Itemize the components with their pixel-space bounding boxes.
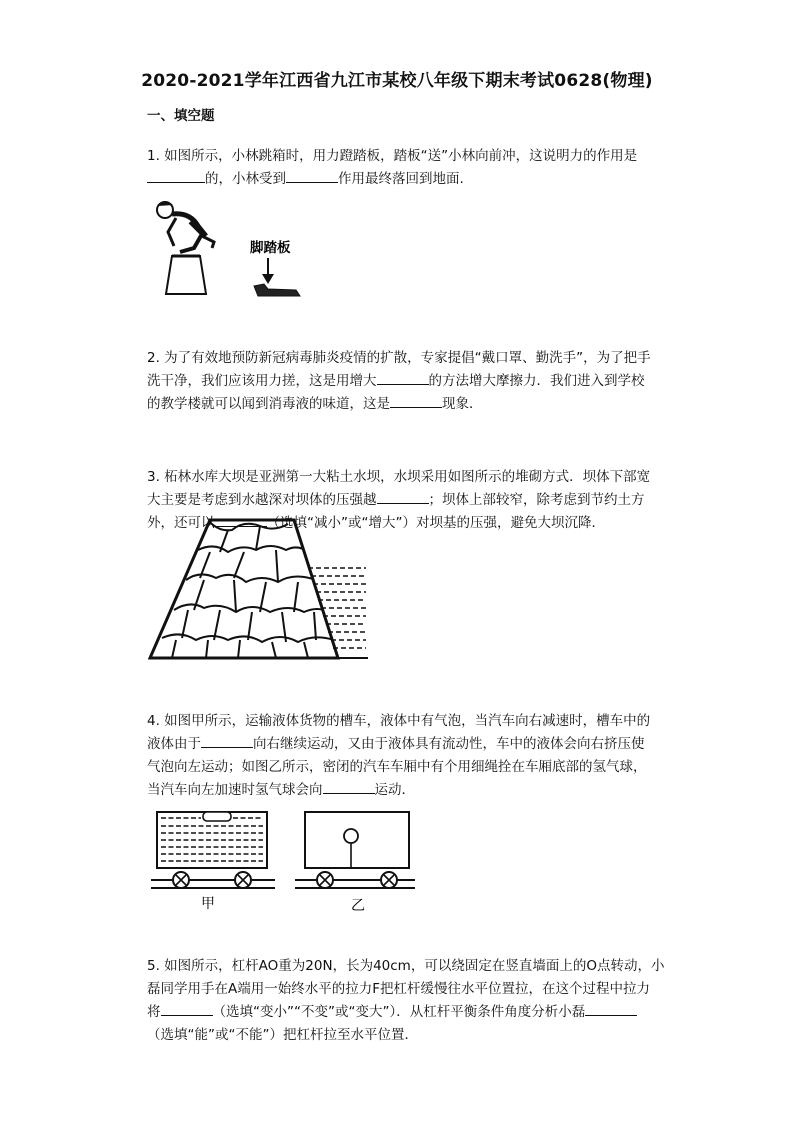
q2-text-e: 现象． bbox=[442, 396, 483, 412]
q4-blank-1[interactable] bbox=[201, 733, 253, 748]
q4-text-f: 运动． bbox=[374, 782, 415, 798]
q4-blank-2[interactable] bbox=[323, 779, 375, 794]
q5-text-c: 将 bbox=[147, 1004, 161, 1020]
section-heading: 一、填空题 bbox=[147, 108, 215, 124]
q1-text-c: 作用最终落回到地面. bbox=[338, 171, 464, 187]
q2-text-d: 的教学楼就可以闻到消毒液的味道，这是 bbox=[147, 396, 390, 412]
q5-line-2: 磊同学用手在A端用一始终水平的拉力F把杠杆缓慢往水平位置拉，在这个过程中拉力 bbox=[147, 981, 650, 997]
q3-text-c: ；坝体上部较窄，除考虑到节约土方 bbox=[428, 492, 645, 508]
figure-dam bbox=[148, 516, 370, 662]
label-yi: 乙 bbox=[351, 898, 365, 914]
question-4 bbox=[147, 710, 667, 802]
page-title: 2020-2021学年江西省九江市某校八年级下期末考试0628(物理) bbox=[141, 71, 653, 91]
question-2 bbox=[147, 347, 667, 416]
q5-text-e: （选填“能”或“不能”）把杠杆拉至水平位置． bbox=[147, 1027, 418, 1043]
q4-text-e: 当汽车向左加速时氢气球会向 bbox=[147, 782, 323, 798]
q5-blank-2[interactable] bbox=[585, 1001, 637, 1016]
q1-line-1: 1. 如图所示，小林跳箱时，用力蹬踏板，踏板“送”小林向前冲，这说明力的作用是 bbox=[147, 148, 638, 164]
q2-line-1: 2. 为了有效地预防新冠病毒肺炎疫情的扩散，专家提倡“戴口罩、勤洗手”，为了把手 bbox=[147, 350, 651, 366]
q3-text-d: 外，还可以 bbox=[147, 515, 215, 531]
q4-line-1: 4. 如图甲所示，运输液体货物的槽车，液体中有气泡，当汽车向右减速时，槽车中的 bbox=[147, 713, 651, 729]
q3-line-1: 3. 柘林水库大坝是亚洲第一大粘土水坝，水坝采用如图所示的堆砌方式．坝体下部宽 bbox=[147, 469, 651, 485]
q3-text-e: （选填“减小”或“增大”）对坝基的压强，避免大坝沉降． bbox=[266, 515, 605, 531]
q1-text-b: 的，小林受到 bbox=[205, 171, 286, 187]
q2-text-c: 的方法增大摩擦力．我们进入到学校 bbox=[428, 373, 645, 389]
q2-blank-2[interactable] bbox=[390, 393, 442, 408]
q3-text-b: 大主要是考虑到水越深对坝体的压强越 bbox=[147, 492, 377, 508]
q1-blank-1[interactable] bbox=[147, 168, 205, 183]
q3-blank-1[interactable] bbox=[377, 489, 429, 504]
q4-text-b: 液体由于 bbox=[147, 736, 201, 752]
figure-jump-box bbox=[150, 196, 310, 302]
q1-figure-label: 脚踏板 bbox=[250, 240, 291, 256]
q2-text-b: 洗干净，我们应该用力搓，这是用增大 bbox=[147, 373, 377, 389]
q4-line-3: 气泡向左运动；如图乙所示，密闭的汽车车厢中有个用细绳拴在车厢底部的氢气球， bbox=[147, 759, 647, 775]
question-1 bbox=[147, 145, 667, 191]
figure-trucks bbox=[145, 808, 417, 914]
q5-line-1: 5. 如图所示，杠杆AO重为20N，长为40cm，可以绕固定在竖直墙面上的O点转动，小 bbox=[147, 958, 665, 974]
q2-blank-1[interactable] bbox=[377, 370, 429, 385]
q4-text-c: 向右继续运动，又由于液体具有流动性，车中的液体会向右挤压使 bbox=[253, 736, 645, 752]
question-5 bbox=[147, 955, 667, 1047]
label-jia: 甲 bbox=[201, 896, 215, 912]
q5-blank-1[interactable] bbox=[161, 1001, 213, 1016]
q5-text-d: （选填“变小”“不变”或“变大”）．从杠杆平衡条件角度分析小磊 bbox=[212, 1004, 586, 1020]
q1-blank-2[interactable] bbox=[286, 168, 338, 183]
